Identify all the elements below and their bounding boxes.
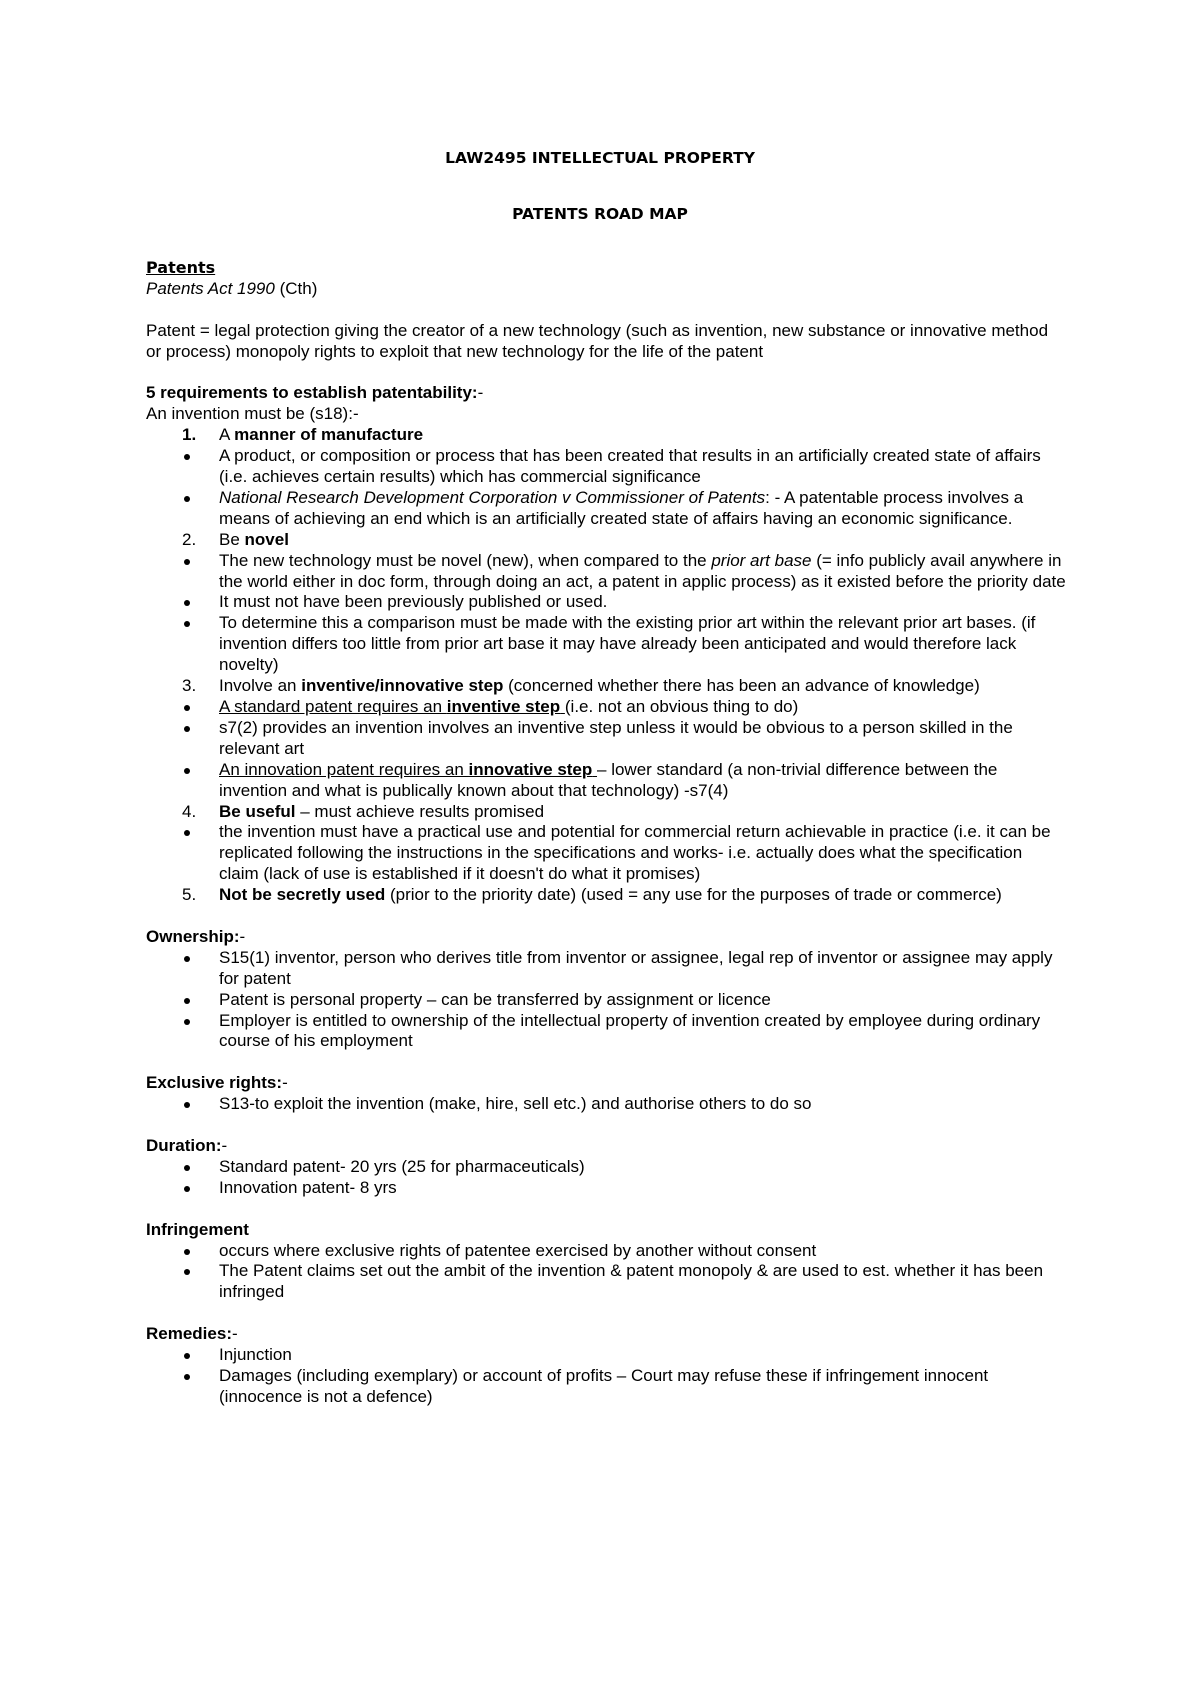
list-item [146, 1345, 1066, 1366]
requirement-number: 1. [182, 425, 197, 445]
ownership-heading-tail: - [239, 926, 246, 946]
list-item-text: – lower standard (a non-trivial difference between the invention and what is publically known about that technology) -s7(4) [219, 759, 998, 800]
list-item-text: It must not have been previously published or used. [219, 592, 608, 612]
bullet-icon [184, 1102, 190, 1108]
list-item [146, 1157, 1066, 1178]
requirements-heading-tail: - [477, 383, 484, 403]
list-item-text: Injunction [219, 1345, 292, 1365]
list-item-text: An innovation patent requires an [219, 759, 469, 779]
requirement-4-title: Be useful [219, 801, 296, 821]
duration-heading-tail: - [221, 1135, 228, 1155]
bullet-icon [184, 1269, 190, 1275]
infringement-heading [146, 1220, 1066, 1241]
list-item-text: : - A patentable process involves a means of achieving an end which is an artificially created state of affairs having an economic significance. [219, 487, 1024, 528]
list-item [146, 446, 1066, 488]
bullet-icon [184, 726, 190, 732]
requirement-2 [146, 530, 1066, 551]
infringement-heading-text: Infringement [146, 1219, 249, 1239]
list-item-text: (= info publicly avail anywhere in the world either in doc form, through doing an act, a patent in applic process) as it existed before the priority date [219, 550, 1066, 591]
document-subtitle: PATENTS ROAD MAP [512, 205, 688, 223]
list-item-text: occurs where exclusive rights of patentee exercised by another without consent [219, 1240, 817, 1260]
bullet-icon [184, 1353, 190, 1359]
list-item-text: Damages (including exemplary) or account of profits – Court may refuse these if infringement innocent (innocence is not a defence) [219, 1365, 989, 1406]
bullet-icon [184, 768, 190, 774]
bullet-icon [184, 1374, 190, 1380]
patents-act [146, 279, 1066, 300]
list-item-text: S15(1) inventor, person who derives title from inventor or assignee, legal rep of inventor or assignee may apply for patent [219, 947, 1053, 988]
list-item-text: The new technology must be novel (new), when compared to the [219, 550, 712, 570]
list-item [146, 488, 1066, 530]
list-item [146, 822, 1066, 885]
requirement-4 [146, 802, 1066, 823]
bullet-icon [184, 1249, 190, 1255]
list-item [146, 1094, 1066, 1115]
list-item [146, 551, 1066, 593]
requirement-3 [146, 676, 1066, 697]
list-item-text: A product, or composition or process that has been created that results in an artificially created state of affairs (i.e. achieves certain results) which has commercial significance [219, 446, 1041, 487]
patents-heading: Patents [146, 258, 216, 277]
patents-act-jurisdiction: (Cth) [274, 278, 318, 298]
list-item [146, 718, 1066, 760]
ownership-heading [146, 927, 1066, 948]
bullet-icon [184, 830, 190, 836]
requirement-1 [146, 425, 1066, 446]
requirement-1-title: manner of manufacture [234, 425, 424, 445]
list-item-text: A standard patent requires an [219, 697, 447, 716]
bullet-icon [184, 705, 190, 711]
requirement-number: 5. [182, 885, 197, 905]
duration-heading [146, 1136, 1066, 1157]
requirements-intro: An invention must be (s18):- [146, 404, 359, 424]
bullet-icon [184, 621, 190, 627]
patents-act-name: Patents Act 1990 [146, 278, 275, 298]
list-item-text: The Patent claims set out the ambit of the invention & patent monopoly & are used to est. whether it has been infringed [219, 1261, 1044, 1302]
requirement-3-prefix: Involve an [219, 676, 302, 696]
bullet-icon [184, 956, 190, 962]
requirement-number: 2. [182, 529, 197, 549]
list-item-text: Patent is personal property – can be transferred by assignment or licence [219, 989, 771, 1009]
bullet-icon [184, 1165, 190, 1171]
remedies-heading-tail: - [231, 1324, 238, 1344]
list-item [146, 1366, 1066, 1408]
innovative-step-term: innovative step [468, 759, 593, 779]
requirement-2-prefix: Be [219, 529, 245, 549]
list-item [146, 697, 1066, 718]
list-item [146, 760, 1066, 802]
remedies-heading-text: Remedies: [146, 1324, 232, 1344]
list-item [146, 613, 1066, 676]
list-item [146, 1178, 1066, 1199]
document-title: LAW2495 INTELLECTUAL PROPERTY [445, 149, 755, 167]
requirement-number: 4. [182, 801, 197, 821]
list-item-text: Innovation patent- 8 yrs [219, 1177, 397, 1197]
list-item-text: (i.e. not an obvious thing to do) [564, 697, 799, 716]
exclusive-rights-heading [146, 1073, 1066, 1094]
requirement-5 [146, 885, 1066, 906]
document-body [146, 258, 1066, 1408]
list-item-text: S13-to exploit the invention (make, hire, sell etc.) and authorise others to do so [219, 1094, 812, 1114]
requirement-3-note: (concerned whether there has been an advance of knowledge) [503, 676, 980, 696]
bullet-icon [184, 1186, 190, 1192]
list-item-text: s7(2) provides an invention involves an inventive step unless it would be obvious to a person skilled in the relevant art [219, 717, 1013, 758]
requirement-5-note: (prior to the priority date) (used = any use for the purposes of trade or commerce) [385, 885, 1002, 905]
requirement-3-title: inventive/innovative step [301, 676, 504, 696]
bullet-icon [184, 559, 190, 565]
list-item [146, 1241, 1066, 1262]
list-item-text: the invention must have a practical use and potential for commercial return achievable in practice (i.e. it can be replicated following the instructions in the specifications and works- i.e. actually does what the specification claim (lack of use is established if it doesn't do what it promises) [219, 822, 1051, 884]
requirement-5-title: Not be secretly used [219, 885, 386, 905]
list-item [146, 592, 1066, 613]
list-item-text: To determine this a comparison must be made with the existing prior art within the relevant prior art bases. (if invention differs too little from prior art base it may have already been anticipated and would therefore lack novelty) [219, 613, 1036, 675]
bullet-icon [184, 454, 190, 460]
requirement-4-note: – must achieve results promised [295, 801, 545, 821]
bullet-icon [184, 600, 190, 606]
ownership-heading-text: Ownership: [146, 926, 240, 946]
patent-definition: Patent = legal protection giving the creator of a new technology (such as invention, new substance or innovative method or process) monopoly rights to exploit that new technology for the life of the patent [146, 320, 1049, 361]
requirements-heading-text: 5 requirements to establish patentability: [146, 383, 478, 403]
exclusive-rights-heading-text: Exclusive rights: [146, 1073, 283, 1093]
requirements-heading [146, 383, 1066, 404]
list-item [146, 990, 1066, 1011]
requirement-2-title: novel [244, 529, 289, 549]
list-item-text: Employer is entitled to ownership of the intellectual property of invention created by employee during ordinary course of his employment [219, 1010, 1041, 1051]
list-item [146, 948, 1066, 990]
remedies-heading [146, 1324, 1066, 1345]
requirement-1-prefix: A [219, 425, 235, 445]
list-item [146, 1011, 1066, 1053]
requirement-number: 3. [182, 676, 197, 696]
list-item [146, 1261, 1066, 1303]
prior-art-term: prior art base [711, 550, 812, 570]
inventive-step-term: inventive step [446, 697, 561, 716]
exclusive-rights-heading-tail: - [282, 1073, 288, 1093]
bullet-icon [184, 496, 190, 502]
case-name: National Research Development Corporation v Commissioner of Patents [219, 487, 766, 507]
bullet-icon [184, 1019, 190, 1025]
list-item-text: Standard patent- 20 yrs (25 for pharmaceuticals) [219, 1156, 585, 1176]
bullet-icon [184, 998, 190, 1004]
duration-heading-text: Duration: [146, 1135, 222, 1155]
